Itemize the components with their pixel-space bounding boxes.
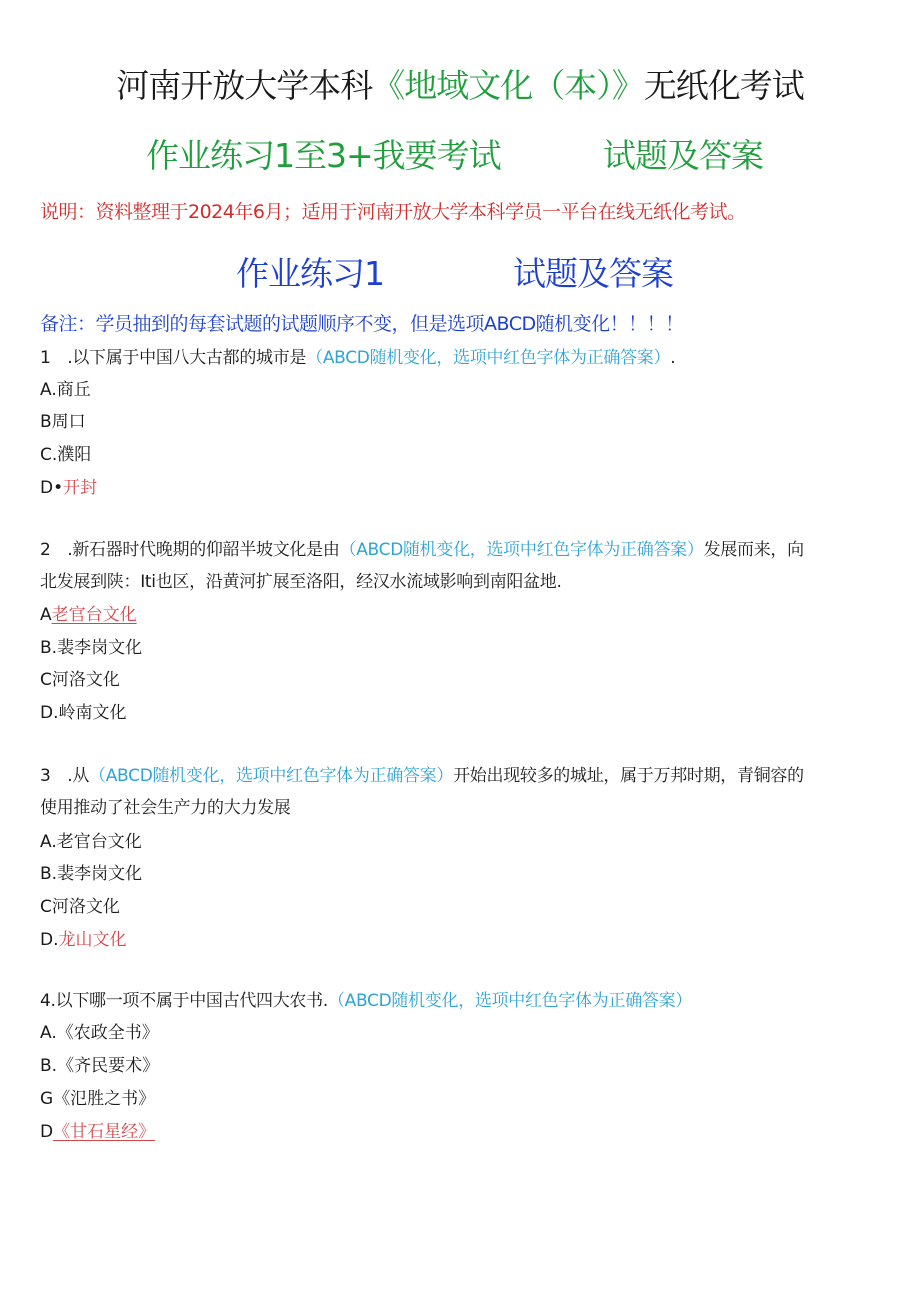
option-prefix: C xyxy=(40,670,52,690)
option-prefix: D. xyxy=(40,703,59,723)
option-prefix: B. xyxy=(40,638,58,658)
section-title: 作业练习1 xyxy=(236,254,384,293)
option-prefix: A. xyxy=(40,832,57,852)
correct-answer: 开封 xyxy=(63,478,98,498)
question-text: 1 .以下属于中国八大古都的城市是 xyxy=(40,348,307,368)
option-prefix: A. xyxy=(40,380,57,400)
question-hint: （ABCD随机变化，选项中红色字体为正确答案） xyxy=(306,348,671,368)
option-prefix: C. xyxy=(40,445,58,465)
option-text: 周口 xyxy=(51,412,86,432)
option-prefix: B. xyxy=(40,864,58,884)
question-3-option-b xyxy=(40,862,142,886)
option-prefix: B xyxy=(40,412,52,432)
question-text-line2: 北发展到陕：Iti也区，沿黄河扩展至洛阳，经汉水流域影响到南阳盆地. xyxy=(40,572,562,592)
question-1-option-c xyxy=(40,443,91,467)
question-1-option-d xyxy=(40,476,97,500)
option-text: 裴李岗文化 xyxy=(57,864,143,884)
option-prefix: A xyxy=(40,605,52,625)
correct-answer: 老官台文化 xyxy=(51,605,137,625)
question-4-option-c xyxy=(40,1087,155,1111)
option-prefix: C xyxy=(40,897,52,917)
section-remark: 备注：学员抽到的每套试题的试题顺序不变，但是选项ABCD随机变化！！！！ xyxy=(40,313,684,335)
question-4-option-a xyxy=(40,1021,159,1045)
question-2-option-b xyxy=(40,636,142,660)
question-4 xyxy=(40,985,890,1017)
question-text: 2 .新石器时代晚期的仰韶半坡文化是由 xyxy=(40,540,340,560)
question-2-option-c xyxy=(40,668,120,692)
option-text: 岭南文化 xyxy=(58,703,127,723)
question-hint: （ABCD随机变化，选项中红色字体为正确答案） xyxy=(89,766,454,786)
question-3 xyxy=(40,760,890,824)
option-text: 《农政全书》 xyxy=(56,1023,159,1043)
question-4-option-d xyxy=(40,1120,155,1144)
option-prefix: D• xyxy=(40,478,64,498)
option-text: 裴李岗文化 xyxy=(57,638,143,658)
question-text-end: 发展而来，向 xyxy=(703,540,804,560)
option-text: 《齐民要术》 xyxy=(57,1056,160,1076)
correct-answer: 《甘石星经》 xyxy=(53,1122,156,1142)
question-text-end: . xyxy=(670,348,676,368)
document-note: 说明：资料整理于2024年6月；适用于河南开放大学本科学员一平台在线无纸化考试。 xyxy=(40,201,746,223)
option-text: 商丘 xyxy=(56,380,91,400)
question-hint: （ABCD随机变化，选项中红色字体为正确答案） xyxy=(339,540,704,560)
question-1 xyxy=(40,342,890,374)
question-2 xyxy=(40,534,890,598)
section-title-answers: 试题及答案 xyxy=(513,254,673,293)
subtitle-left: 作业练习1至3+我要考试 xyxy=(146,136,501,175)
subtitle-right: 试题及答案 xyxy=(603,136,763,175)
title-suffix: 无纸化考试 xyxy=(643,66,804,105)
option-text: 河洛文化 xyxy=(51,897,120,917)
question-3-option-c xyxy=(40,895,120,919)
question-text-line2: 使用推动了社会生产力的大力发展 xyxy=(40,798,291,818)
title-prefix: 河南开放大学本科 xyxy=(116,66,373,105)
correct-answer: 龙山文化 xyxy=(58,930,127,950)
option-text: 老官台文化 xyxy=(56,832,142,852)
option-text: 《氾胜之书》 xyxy=(53,1089,156,1109)
question-4-option-b xyxy=(40,1054,159,1078)
question-1-option-b xyxy=(40,410,86,434)
option-text: 河洛文化 xyxy=(51,670,120,690)
question-text: 3 .从 xyxy=(40,766,90,786)
option-prefix: B. xyxy=(40,1056,58,1076)
option-prefix: A. xyxy=(40,1023,57,1043)
option-text: 濮阳 xyxy=(57,445,92,465)
option-prefix: D. xyxy=(40,930,59,950)
question-3-option-d xyxy=(40,928,127,952)
option-prefix: D xyxy=(40,1122,54,1142)
question-text-end: 开始出现较多的城址，属于万邦时期，青铜容的 xyxy=(453,766,804,786)
question-3-option-a xyxy=(40,830,142,854)
option-prefix: G xyxy=(40,1089,54,1109)
title-course: 《地域文化（本）》 xyxy=(372,66,644,105)
document-title xyxy=(0,60,920,107)
question-1-option-a xyxy=(40,378,91,402)
question-hint: （ABCD随机变化，选项中红色字体为正确答案） xyxy=(327,991,692,1011)
question-2-option-a xyxy=(40,603,137,627)
question-2-option-d xyxy=(40,701,127,725)
question-text: 4.以下哪一项不属于中国古代四大农书. xyxy=(40,991,328,1011)
